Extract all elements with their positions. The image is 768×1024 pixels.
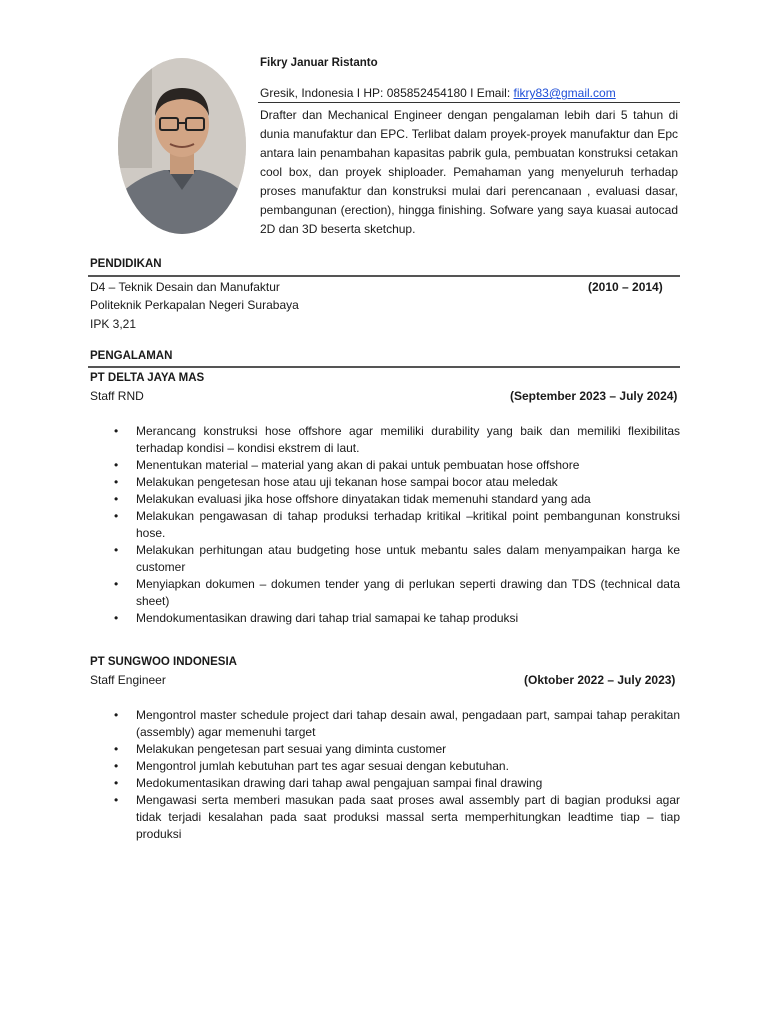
- bullet-icon: •: [114, 793, 119, 807]
- duty-text: Merancang konstruksi hose offshore agar memiliki durability yang baik dan memiliki flexibilitas terhadap kondisi – kondisi ekstrem di laut.: [136, 424, 680, 455]
- duty-text: Mengontrol jumlah kebutuhan part tes agar sesuai dengan kebutuhan.: [136, 759, 509, 773]
- job-duties-list: [110, 423, 680, 627]
- bullet-icon: •: [114, 577, 119, 591]
- job-role: Staff Engineer: [90, 673, 166, 687]
- duty-text: Mengawasi serta memberi masukan pada saat proses awal assembly part di bagian produksi agar tidak terjadi kesalahan pada saat produksi massal serta memperhitungkan leadtime tiap – tiap produksi: [136, 793, 680, 841]
- bullet-icon: •: [114, 611, 119, 625]
- bullet-icon: •: [114, 492, 119, 506]
- education-ipk: IPK 3,21: [90, 317, 137, 331]
- list-item: [110, 474, 680, 491]
- bullet-icon: •: [114, 776, 119, 790]
- job-role: Staff RND: [90, 389, 144, 403]
- duty-text: Menentukan material – material yang akan di pakai untuk pembuatan hose offshore: [136, 458, 580, 472]
- job-period: (Oktober 2022 – July 2023): [524, 673, 676, 687]
- bullet-icon: •: [114, 509, 119, 523]
- list-item: [110, 508, 680, 542]
- experience-divider: [88, 366, 680, 368]
- job-company: PT DELTA JAYA MAS: [90, 372, 205, 384]
- bullet-icon: •: [114, 475, 119, 489]
- education-years: (2010 – 2014): [588, 280, 663, 294]
- list-item: [110, 707, 680, 741]
- list-item: [110, 491, 680, 508]
- list-item: [110, 610, 680, 627]
- education-degree: D4 – Teknik Desain dan Manufaktur: [90, 280, 280, 294]
- bullet-icon: •: [114, 708, 119, 722]
- duty-text: Menyiapkan dokumen – dokumen tender yang di perlukan seperti drawing dan TDS (technical data sheet): [136, 577, 680, 608]
- list-item: [110, 542, 680, 576]
- duty-text: Mendokumentasikan drawing dari tahap trial samapai ke tahap produksi: [136, 611, 519, 625]
- bullet-icon: •: [114, 458, 119, 472]
- bullet-icon: •: [114, 424, 119, 438]
- list-item: [110, 775, 680, 792]
- email-link[interactable]: fikry83@gmail.com: [513, 86, 616, 100]
- duty-text: Melakukan pengetesan part sesuai yang diminta customer: [136, 742, 447, 756]
- duty-text: Melakukan evaluasi jika hose offshore dinyatakan tidak memenuhi standard yang ada: [136, 492, 591, 506]
- job-duties-list: [110, 707, 680, 843]
- duty-text: Melakukan perhitungan atau budgeting hose untuk mebantu sales dalam menyampaikan harga ke customer: [136, 543, 680, 574]
- contact-divider: [258, 102, 680, 103]
- bullet-icon: •: [114, 759, 119, 773]
- contact-details: Gresik, Indonesia I HP: 085852454180 I Email:: [260, 86, 514, 100]
- list-item: [110, 792, 680, 843]
- duty-text: Medokumentasikan drawing dari tahap awal pengajuan sampai final drawing: [136, 776, 543, 790]
- education-heading: PENDIDIKAN: [90, 258, 162, 270]
- person-portrait-icon: [118, 58, 246, 234]
- experience-heading: PENGALAMAN: [90, 350, 173, 362]
- list-item: [110, 741, 680, 758]
- person-name: Fikry Januar Ristanto: [260, 57, 378, 69]
- list-item: [110, 457, 680, 474]
- duty-text: Melakukan pengawasan di tahap produksi terhadap kritikal –kritikal point pembangunan konstruksi hose.: [136, 509, 680, 540]
- list-item: [110, 576, 680, 610]
- list-item: [110, 758, 680, 775]
- list-item: [110, 423, 680, 457]
- profile-summary: Drafter dan Mechanical Engineer dengan pengalaman lebih dari 5 tahun di dunia manufaktur dan EPC. Terlibat dalam proyek-proyek manufaktur dan Epc antara lain penambahan kapasitas pabrik gula, pembuatan konstruksi cetakan cool box, dan proyek shiploader. Pemahaman yang menyeluruh terhadap proses manufaktur dan konstruksi mulai dari perencanaan , evaluasi dasar, pembangunan (erection), hingga finishing. Sofware yang saya kuasai autocad 2D dan 3D beserta sketchup.: [260, 108, 678, 236]
- contact-line: [260, 86, 680, 100]
- job-period: (September 2023 – July 2024): [510, 389, 678, 403]
- profile-photo: [118, 58, 246, 234]
- duty-text: Melakukan pengetesan hose atau uji tekanan hose sampai bocor atau meledak: [136, 475, 558, 489]
- education-school: Politeknik Perkapalan Negeri Surabaya: [90, 298, 299, 312]
- bullet-icon: •: [114, 742, 119, 756]
- bullet-icon: •: [114, 543, 119, 557]
- job-company: PT SUNGWOO INDONESIA: [90, 656, 237, 668]
- education-divider: [88, 275, 680, 277]
- duty-text: Mengontrol master schedule project dari tahap desain awal, pengadaan part, sampai tahap perakitan (assembly) agar memenuhi target: [136, 708, 680, 739]
